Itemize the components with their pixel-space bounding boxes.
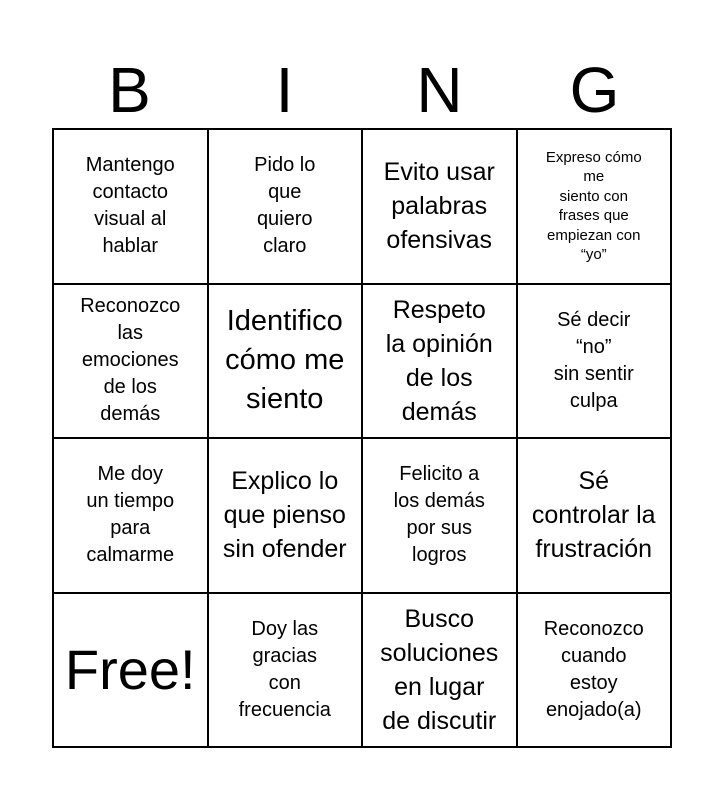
cell-text: Reconozco las emociones de los demás	[80, 295, 181, 426]
cell-text: Expreso cómo me siento con frases que empiezan con “yo”	[545, 148, 642, 264]
header-letter-b: B	[108, 54, 151, 126]
bingo-cell-r2c2[interactable]	[209, 285, 364, 440]
cell-text: Felicito a los demás por sus logros	[393, 463, 485, 567]
header-letter-g: G	[569, 54, 620, 126]
bingo-cell-r3c3[interactable]	[363, 439, 518, 594]
cell-text: Explico lo que pienso sin ofender	[222, 467, 347, 564]
cell-text: Reconozco cuando estoy enojado(a)	[543, 617, 644, 721]
header-letter-n: N	[416, 54, 463, 126]
bingo-grid	[52, 128, 672, 748]
bingo-cell-r3c2[interactable]	[209, 439, 364, 594]
cell-text: Mantengo contacto visual al hablar	[85, 154, 175, 258]
cell-text: Sé controlar la frustración	[531, 467, 656, 564]
bingo-cell-r1c1[interactable]	[54, 130, 209, 285]
cell-text: Sé decir “no” sin sentir culpa	[553, 308, 634, 412]
bingo-cell-r3c1[interactable]	[54, 439, 209, 594]
bingo-cell-r1c2[interactable]	[209, 130, 364, 285]
header-letter-i: I	[275, 54, 294, 126]
bingo-cell-r2c3[interactable]	[363, 285, 518, 440]
free-space-text: Free!	[64, 637, 196, 701]
cell-text: Busco soluciones en lugar de discutir	[380, 604, 499, 735]
cell-text: Doy las gracias con frecuencia	[238, 617, 331, 721]
bingo-cell-r2c4[interactable]	[518, 285, 673, 440]
cell-text: Me doy un tiempo para calmarme	[86, 463, 175, 567]
bingo-cell-r4c3[interactable]	[363, 594, 518, 749]
cell-text: Pido lo que quiero claro	[254, 154, 316, 258]
bingo-cell-r4c2[interactable]	[209, 594, 364, 749]
bingo-cell-r1c4[interactable]	[518, 130, 673, 285]
cell-text: Evito usar palabras ofensivas	[383, 158, 495, 255]
cell-text: Respeto la opinión de los demás	[385, 295, 493, 426]
bingo-header	[52, 52, 672, 128]
cell-text: Identifico cómo me siento	[225, 305, 345, 416]
bingo-cell-r2c1[interactable]	[54, 285, 209, 440]
bingo-cell-r1c3[interactable]	[363, 130, 518, 285]
bingo-cell-r3c4[interactable]	[518, 439, 673, 594]
bingo-cell-r4c4[interactable]	[518, 594, 673, 749]
bingo-cell-free[interactable]	[54, 594, 209, 749]
